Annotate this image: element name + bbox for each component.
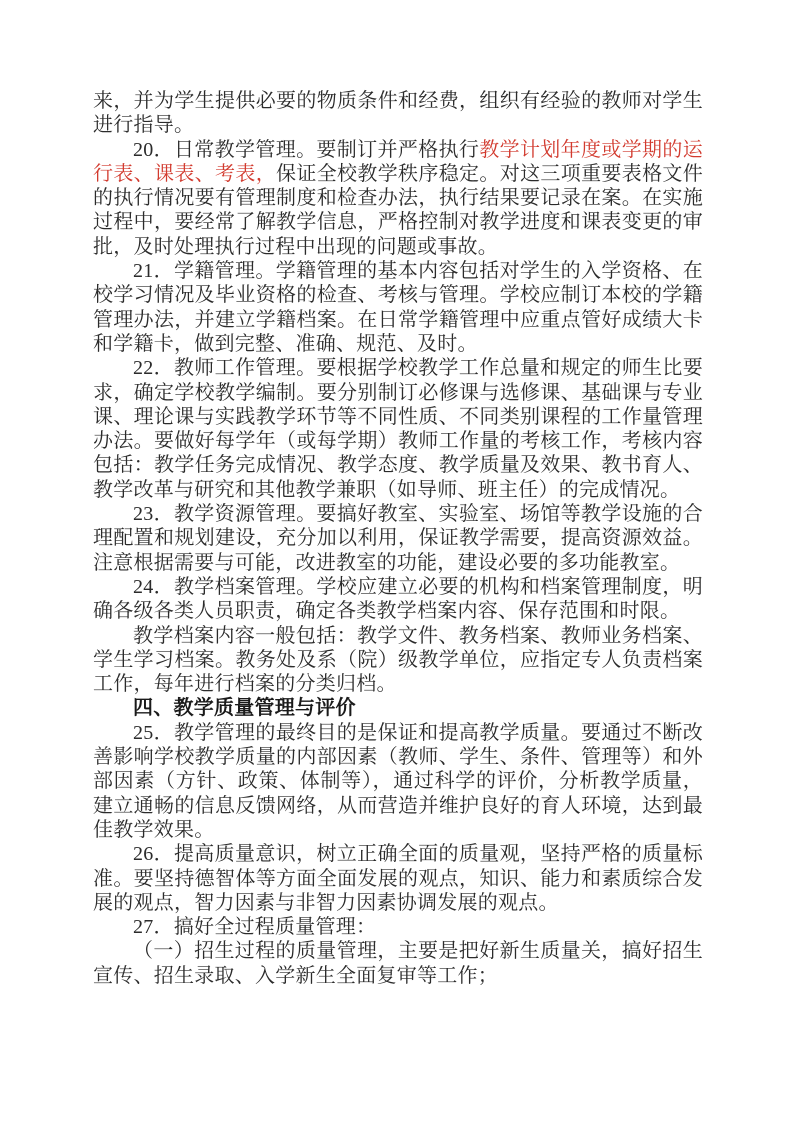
paragraph-20: [93, 138, 703, 259]
paragraph-text: 来，并为学生提供必要的物质条件和经费，组织有经验的教师对学生进行指导。: [93, 90, 703, 137]
paragraph-text: 教学档案内容一般包括：教学文件、教务档案、教师业务档案、学生学习档案。教务处及系（院）级教学单位，应指定专人负责档案工作，每年进行档案的分类归档。: [93, 624, 703, 696]
paragraph-text: 25．教学管理的最终目的是保证和提高教学质量。要通过不断改善影响学校教学质量的内部因素（教师、学生、条件、管理等）和外部因素（方针、政策、体制等），通过科学的评价，分析教学质量，建立通畅的信息反馈网络，从而营造并维护良好的育人环境，达到最佳教学效果。: [93, 721, 703, 841]
paragraph-21: [93, 259, 703, 356]
paragraph-text: 24．教学档案管理。学校应建立必要的机构和档案管理制度，明确各级各类人员职责，确定各类教学档案内容、保存范围和时限。: [93, 575, 703, 623]
paragraph-22: [93, 356, 703, 502]
paragraph-text: 21．学籍管理。学籍管理的基本内容包括对学生的入学资格、在校学习情况及毕业资格的检查、考核与管理。学校应制订本校的学籍管理办法，并建立学籍档案。在日常学籍管理中应重点管好成绩大卡和学籍卡，做到完整、准确、规范、及时。: [93, 260, 703, 355]
paragraph-text: （一）招生过程的质量管理，主要是把好新生质量关，搞好招生宣传、招生录取、入学新生全面复审等工作；: [93, 940, 703, 987]
paragraph-24: [93, 575, 703, 624]
paragraph-26: [93, 842, 703, 915]
paragraph-25: [93, 721, 703, 842]
paragraph-text: 20．日常教学管理。要制订并严格执行: [133, 138, 480, 161]
paragraph-text: 23．教学资源管理。要搞好教室、实验室、场馆等教学设施的合理配置和规划建设，充分加以利用，保证教学需要，提高资源效益。注意根据需要与可能，改进教室的功能，建设必要的多功能教室。: [93, 503, 703, 574]
paragraph-text: 27．搞好全过程质量管理：: [133, 916, 377, 939]
paragraph-27: [93, 915, 703, 939]
highlighted-text: 教学计划年度或学期的运行表、课表、考表，: [93, 138, 704, 185]
paragraph-text: 22．教师工作管理。要根据学校教学工作总量和规定的师生比要求，确定学校教学编制。要分别制订必修课与选修课、基础课与专业课、理论课与实践教学环节等不同性质、不同类别课程的工作量管理办法。要做好每学年（或每学期）教师工作量的考核工作，考核内容包括：教学任务完成情况、教学态度、教学质量及效果、教书育人、教学改革与研究和其他教学兼职（如导师、班主任）的完成情况。: [93, 357, 703, 501]
paragraph-27-item-1: [93, 939, 703, 988]
section-heading: 四、教学质量管理与评价: [133, 697, 356, 720]
continuation-paragraph: [93, 89, 703, 138]
paragraph-text: 保证全校教学秩序稳定。对这三项重要表格文件的执行情况要有管理制度和检查办法，执行结果要记录在案。在实施过程中，要经常了解教学信息，严格控制对教学进度和课表变更的审批，及时处理执行过程中出现的问题或事故。: [93, 162, 704, 258]
paragraph-text: 26．提高质量意识，树立正确全面的质量观，坚持严格的质量标准。要坚持德智体等方面全面发展的观点，知识、能力和素质综合发展的观点，智力因素与非智力因素协调发展的观点。: [93, 843, 703, 914]
paragraph-archive-content: [93, 624, 703, 697]
paragraph-23: [93, 502, 703, 575]
